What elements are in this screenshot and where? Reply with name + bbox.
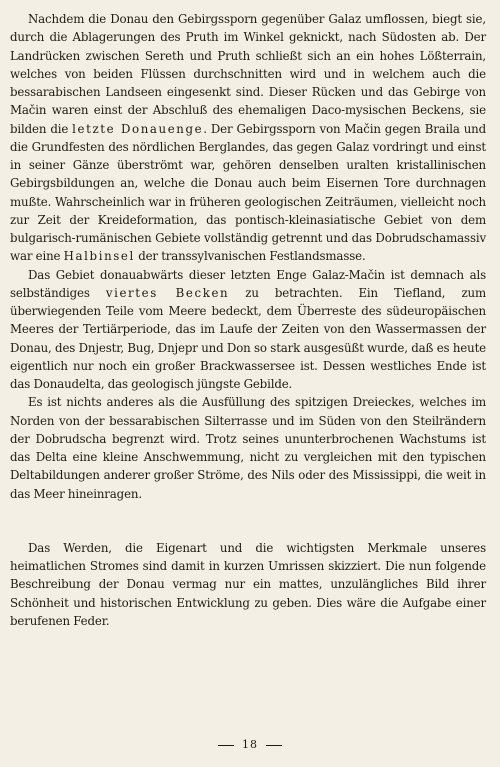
page-number: 18 [242, 738, 258, 751]
paragraph-3: Es ist nichts anderes als die Ausfüllung des spitzigen Dreieckes, welches im Norden von der bessarabischen Silterrasse und im Süden von den Steilrändern der Dobrudscha begrenzt wird. Trotz seines ununterbrochenen Wachstums ist das Delta eine kleine Anschwemmung, nicht zu vergleichen mit den typischen Deltabildungen anderer großer Ströme, des Nils oder des Mississippi, die weit in das Meer hineinragen. [10, 395, 486, 501]
body-text [10, 10, 486, 630]
page-footer [0, 738, 500, 751]
paragraph-4: Das Werden, die Eigenart und die wichtigsten Merkmale unseres heimatlichen Stromes sind damit in kurzen Umrissen skizziert. Die nun folgende Beschreibung der Donau vermag nur ein mattes, unzulängliches Bild ihrer Schönheit und historischen Entwicklung zu geben. Dies wäre die Aufgabe einer berufenen Feder. [10, 540, 486, 628]
paragraph-1: Nachdem die Donau den Gebirgssporn gegenüber Galaz umflossen, biegt sie, durch die Ablagerungen des Pruth im Winkel geknickt, nach Südosten ab. Der Landrücken zwischen Sereth und Pruth schließt sich an ein hohes Lößterrain, welches von beiden Flüssen durchschnitten wird und in welchem auch die bessarabischen Landseen eingesenkt sind. Dieser Rücken und das Gebirge von Mačin waren einst der Abschluß des ehemaligen Daco-mysischen Beckens, sie bilden die letzte Donauenge. Der Gebirgssporn von Mačin gegen Braila und die Grundfesten des nördlichen Berglandes, das gegen Galaz vordringt und einst in seiner Gänze überströmt war, gehören denselben uralten kristallinischen Gebirgsbildungen an, welche die Donau auch beim Eisernen Tore durchnagen mußte. Wahrscheinlich war in früheren geologischen Zeiträumen, vielleicht noch zur Zeit der Kreideformation, das pontisch-kleinasiatische Gebiet von dem bulgarisch-rumänischen Gebiete vollständig getrennt und das Dobrudschamassiv war eine Halbinsel der transsylvanischen Festlandsmasse. [10, 12, 486, 264]
footer-dash-left [218, 745, 234, 746]
footer-dash-right [266, 745, 282, 746]
paragraph-2: Das Gebiet donauabwärts dieser letzten Enge Galaz-Mačin ist demnach als selbständiges viertes Becken zu betrachten. Ein Tiefland, zum überwiegenden Teile vom Meere bedeckt, dem Überreste des südeuropäischen Meeres der Tertiärperiode, das im Laufe der Zeiten von den Wassermassen der Donau, des Dnjestr, Bug, Dnjepr und Don so stark ausgesüßt wurde, daß es heute eigentlich nur noch ein großer Brackwassersee ist. Dessen westliches Ende ist das Donaudelta, das geologisch jüngste Gebilde. [10, 267, 486, 391]
